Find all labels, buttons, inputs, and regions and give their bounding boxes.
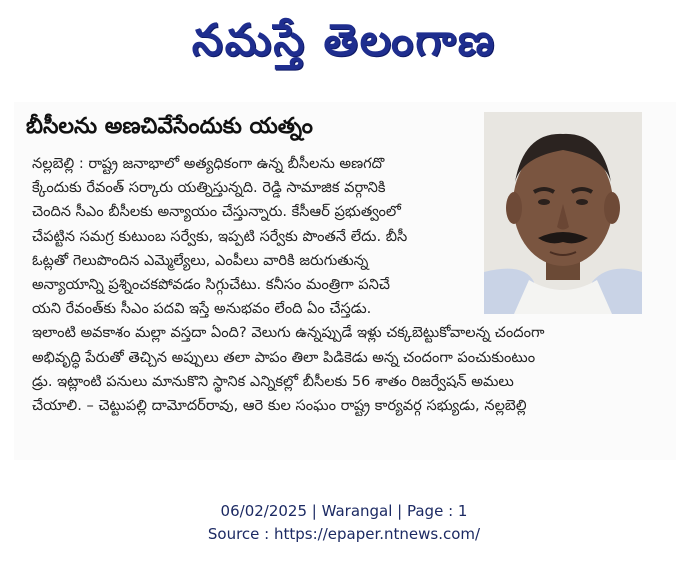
- source-link[interactable]: Source : https://epaper.ntnews.com/: [207, 525, 481, 543]
- body-line: యని రేవంత్‌కు సీఎం పదవి ఇస్తే అనుభవం లేంది ఏం చేస్తడు.: [32, 300, 372, 318]
- body-line: ఇలాంటి అవకాశం మల్లా వస్తదా ఏంది? వెలుగు ఉన్నప్పుడే ఇళ్లు చక్కబెట్టుకోవాలన్న చందంగా: [32, 324, 545, 342]
- body-lines-full-width: [32, 321, 658, 418]
- body-lines-beside-photo: [32, 152, 658, 321]
- article-body: [32, 152, 658, 418]
- body-line: డ్రు. ఇట్లాంటి పనులు మానుకొని స్థానిక ఎన్నికల్లో బీసీలకు 56 శాతం రిజర్వేషన్ అమలు: [32, 372, 514, 390]
- body-line: అన్యాయాన్ని ప్రశ్నించకపోవడం సిగ్గుచేటు. కనీసం మంత్రిగా పనిచే: [32, 276, 391, 294]
- body-line-byline: చేయాలి. – చెట్టుపల్లి దామోదర్‌రావు, ఆరె కుల సంఘం రాష్ట్ర కార్యవర్గ సభ్యుడు, నల్లబెల్లి: [32, 397, 527, 415]
- newspaper-masthead: [0, 0, 688, 92]
- body-line: అభివృద్ధి పేరుతో తెచ్చిన అప్పులు తలా పాపం తిలా పిడికెడు అన్న చందంగా పంచుకుంటుం: [32, 348, 536, 366]
- body-line: క్కేందుకు రేవంత్ సర్కారు యత్నిస్తున్నది. రెడ్డి సామాజిక వర్గానికి: [32, 179, 386, 197]
- news-article: [14, 102, 676, 460]
- masthead-title: నమస్తే తెలంగాణ: [191, 15, 497, 66]
- body-line: చెందిన సీఎం బీసీలకు అన్యాయం చేస్తున్నారు. కేసీఆర్ ప్రభుత్వంలో: [32, 203, 401, 221]
- body-line: చేపట్టిన సమగ్ర కుటుంబ సర్వేకు, ఇప్పటి సర్వేకు పొంతనే లేదు. బీసీ: [32, 227, 408, 245]
- body-line: నల్లబెల్లి : రాష్ట్ర జనాభాలో అత్యధికంగా ఉన్న బీసీలను అణగదొ: [32, 155, 385, 172]
- article-headline: బీసీలను అణచివేసేందుకు యత్నం: [26, 114, 313, 139]
- body-line: ఓట్లతో గెలుపొందిన ఎమ్మెల్యేలు, ఎంపీలు వారికి జరుగుతున్న: [32, 251, 369, 269]
- edition-meta: 06/02/2025 | Warangal | Page : 1: [220, 502, 468, 520]
